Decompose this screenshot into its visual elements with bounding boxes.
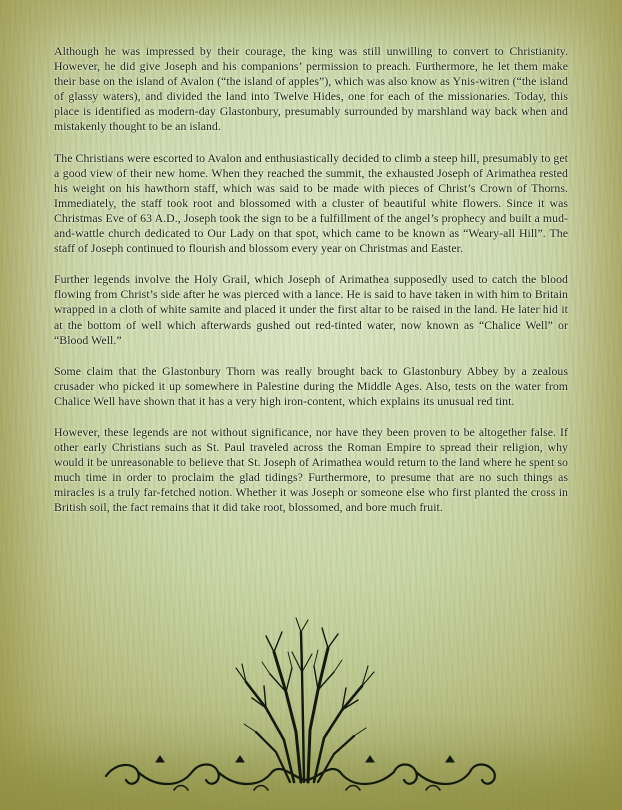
paragraph-1: Although he was impressed by their courage, the king was still unwilling to convert to Christianity. However, he did give Joseph and his companions’ permission to preach. Furthermore, he let them make their base on the island of Avalon (“the island of apples”), which was also know as Ynis-witren (“the island of glassy waters), and divided the land into Twelve Hides, one for each of the missionaries. Today, this place is identified as modern-day Glastonbury, presumably surrounded by marshland way back when and mistakenly thought to be an island. (54, 44, 568, 134)
paragraph-5: However, these legends are not without significance, nor have they been proven to be altogether false. If other early Christians such as St. Paul traveled across the Roman Empire to spread their religion, why would it be unreasonable to believe that St. Joseph of Arimathea would return to the land where he spent so much time in order to proclaim the glad tidings? Furthermore, to presume that are no such things as miracles is a truly far-fetched notion. Whether it was Joseph or someone else who first planted the cross in British soil, the fact remains that it did take root, blossomed, and bore much fruit. (54, 424, 568, 515)
tree-ornament (96, 612, 516, 802)
document-body (54, 44, 568, 532)
paragraph-3: Further legends involve the Holy Grail, which Joseph of Arimathea supposedly used to catch the blood flowing from Christ’s side after he was pierced with a lance. He is said to have taken in with him to Britain wrapped in a cloth of white samite and placed it under the first altar to be raised in the land. He later hid it at the bottom of well which afterwards gushed out red-tinted water, now known as “Chalice Well” or “Blood Well.” (54, 272, 568, 347)
bare-tree-icon (236, 618, 374, 782)
paragraph-4: Some claim that the Glastonbury Thorn was really brought back to Glastonbury Abbey by a zealous crusader who picked it up somewhere in Palestine during the Middle Ages. Also, tests on the water from Chalice Well have shown that it has a very high iron-content, which explains its unusual red tint. (54, 363, 568, 408)
paragraph-2: The Christians were escorted to Avalon and enthusiastically decided to climb a steep hill, presumably to get a good view of their new home. When they reached the summit, the exhausted Joseph of Arimathea rested his weight on his hawthorn staff, which was said to be made with pieces of Christ’s Crown of Thorns. Immediately, the staff took root and blossomed with a cluster of beautiful white flowers. Since it was Christmas Eve of 63 A.D., Joseph took the sign to be a fulfillment of the angel’s prophecy and built a mud-and-wattle church dedicated to Our Lady on that spot, which came to be known as “Weary-all Hill”. The staff of Joseph continued to flourish and blossom every year on Christmas and Easter. (54, 150, 568, 256)
